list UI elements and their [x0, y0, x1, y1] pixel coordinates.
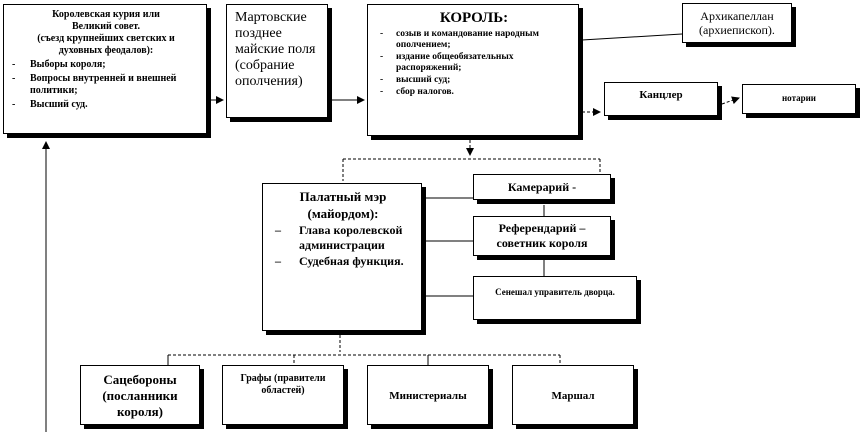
arrow-chancellor-to-notaries — [722, 98, 739, 104]
chamberlain-text: Камерарий - — [507, 180, 577, 194]
ministerials-box — [367, 365, 489, 425]
curia-item: - Выборы короля; — [10, 59, 202, 71]
king-item: - высший суд; — [374, 75, 574, 86]
curia-item: - Вопросы внутренней и внешней политики; — [10, 73, 202, 97]
mayor-title-line-2: (майордом): — [307, 206, 379, 221]
sakebarons-box — [80, 365, 200, 425]
curia-title-line-2: Великий совет. — [72, 21, 140, 32]
counts-text: Графы (правители областей) — [240, 373, 326, 396]
marshal-text: Маршал — [551, 390, 595, 402]
king-item: - созыв и командование народным ополчением; — [374, 29, 574, 51]
line-king-to-archchaplain — [582, 34, 682, 40]
curia-title-line-4: духовных феодалов): — [58, 45, 154, 56]
chamberlain-box — [473, 174, 611, 200]
curia-item: - Высший суд. — [10, 99, 202, 111]
notaries-box — [742, 84, 856, 114]
referendary-box — [473, 216, 611, 256]
king-functions-list — [374, 29, 574, 98]
mayor-item: – Глава королевской администрации — [269, 223, 417, 253]
king-title: КОРОЛЬ: — [439, 10, 509, 26]
curia-title-line-1: Королевская курия или — [52, 9, 160, 20]
royal-curia-box — [3, 4, 207, 134]
mayor-item: – Судебная функция. — [269, 254, 417, 269]
curia-title-line-3: (съезд крупнейших светских и — [37, 33, 175, 44]
king-item: - сбор налогов. — [374, 87, 574, 98]
chancellor-text: Канцлер — [639, 89, 683, 101]
mayor-functions-list — [269, 223, 417, 269]
counts-box — [222, 365, 344, 425]
chancellor-box — [604, 82, 718, 116]
sakebarons-text: Сацебороны (посланники короля) — [102, 372, 178, 419]
march-fields-text: Мартовские позднее майские поля (собрание ополчения) — [235, 10, 316, 89]
king-box — [367, 4, 579, 136]
archchaplain-text: Архикапеллан (архиепископ). — [699, 9, 775, 37]
marshal-box — [512, 365, 634, 425]
ministerials-text: Министериалы — [389, 390, 467, 402]
mayor-title-line-1: Палатный мэр — [299, 189, 387, 204]
seneschal-text: Сенешал управитель дворца. — [495, 287, 615, 297]
march-fields-box — [226, 4, 328, 118]
seneschal-box — [473, 276, 637, 320]
archchaplain-box — [682, 3, 792, 43]
king-item: - издание общеобязательных распоряжений; — [374, 52, 574, 74]
referendary-text: Референдарий – советник короля — [496, 221, 588, 250]
notaries-text: нотарии — [782, 93, 816, 103]
curia-functions-list — [10, 59, 202, 111]
mayor-of-palace-box — [262, 183, 422, 331]
